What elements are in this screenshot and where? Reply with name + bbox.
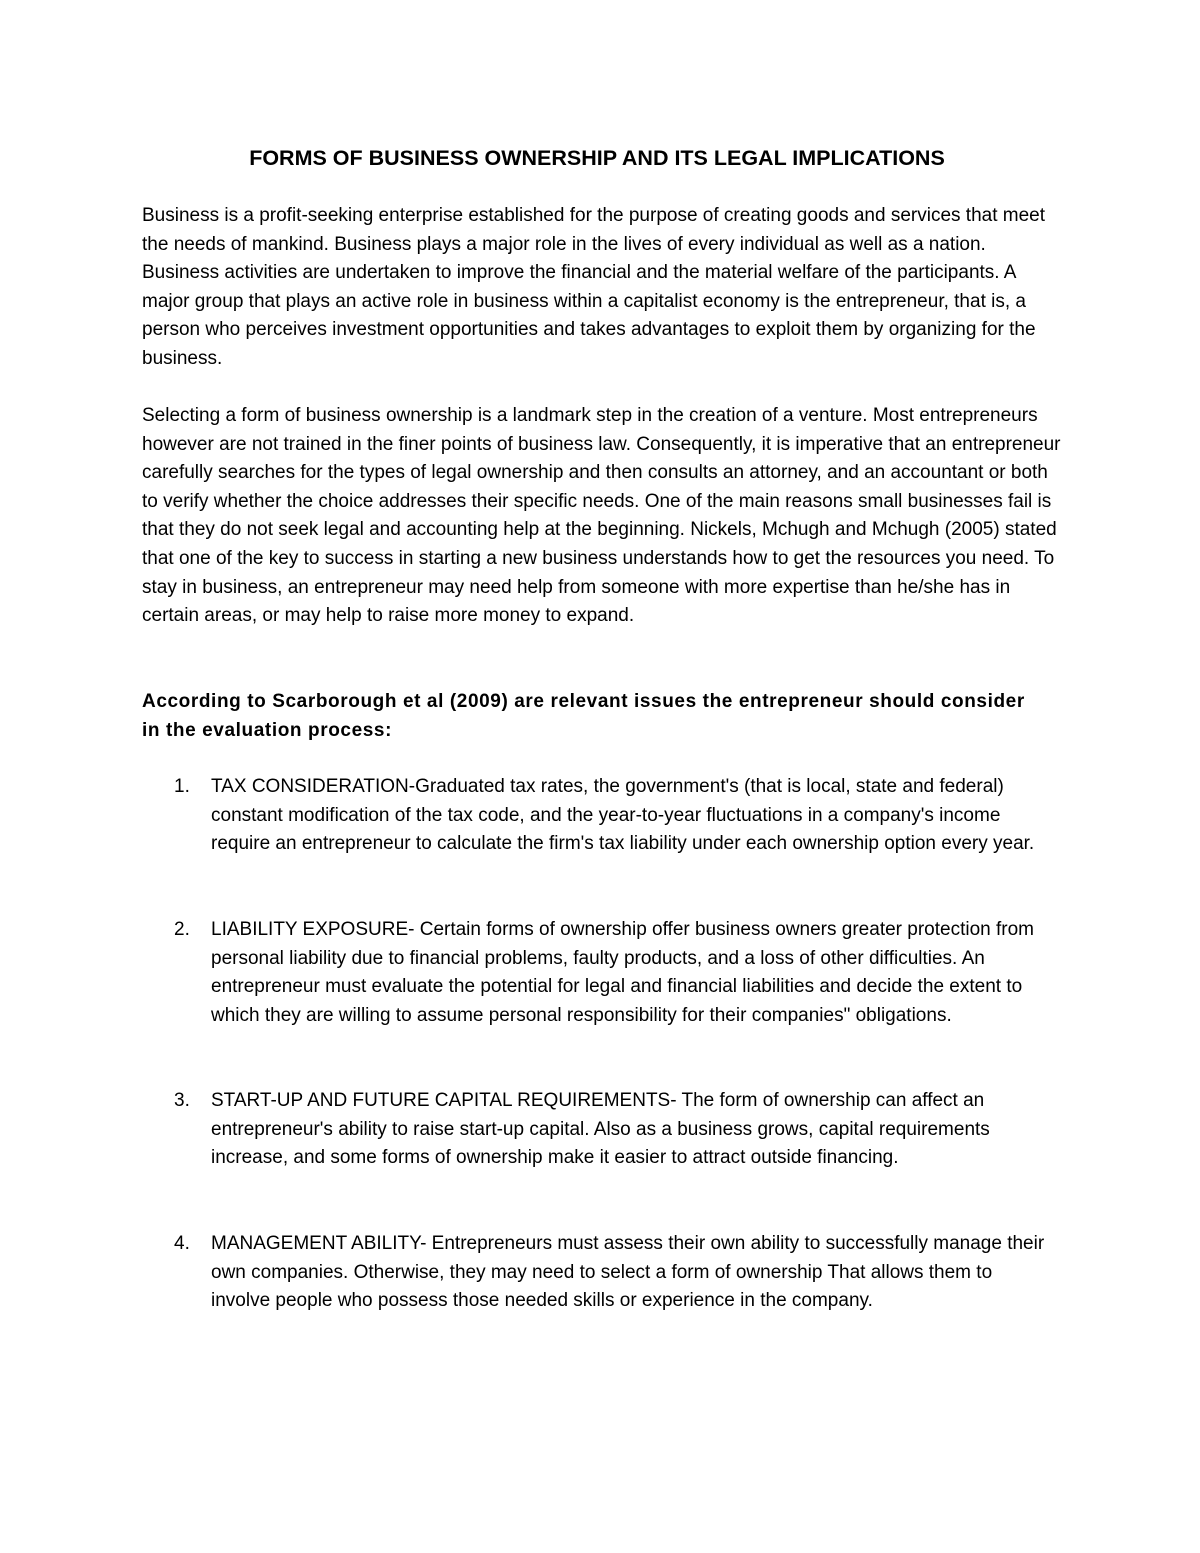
list-item-text: LIABILITY EXPOSURE- Certain forms of ownership offer business owners greater protection from personal liability due to financial problems, faulty products, and a loss of other difficulties. An entrepreneur must evaluate the potential for legal and financial liabilities and decide the extent to which they are willing to assume personal responsibility for their companies" obligations. [211,919,1034,1026]
list-item-number: 1. [174,776,190,797]
list-item-text: TAX CONSIDERATION-Graduated tax rates, the government's (that is local, state and federal) constant modification of the tax code, and the year-to-year fluctuations in a company's income require an entrepreneur to calculate the firm's tax liability under each ownership option every year. [211,776,1035,855]
intro-paragraph: Business is a profit-seeking enterprise established for the purpose of creating goods and services that meet the needs of mankind. Business plays a major role in the lives of every individual as well as a nation. Business activities are undertaken to improve the financial and the material welfare of the participants. A major group that plays an active role in business within a capitalist economy is the entrepreneur, that is, a person who perceives investment opportunities and takes advantages to exploit them by organizing for the business. [142,205,1046,369]
ownership-paragraph: Selecting a form of business ownership is a landmark step in the creation of a venture. Most entrepreneurs however are not trained in the finer points of business law. Consequently, it is imperative that an entrepreneur carefully searches for the types of legal ownership and then consults an attorney, and an accountant or both to verify whether the choice addresses their specific needs. One of the main reasons small businesses fail is that they do not seek legal and accounting help at the beginning. Nickels, Mchugh and Mchugh (2005) stated that one of the key to success in starting a new business understands how to get the resources you need. To stay in business, an entrepreneur may need help from someone with more expertise than he/she has in certain areas, or may help to raise more money to expand. [142,405,1061,627]
list-item-text: START-UP AND FUTURE CAPITAL REQUIREMENTS- The form of ownership can affect an entrepreneur's ability to raise start-up capital. Also as a business grows, capital requirements increase, and some forms of ownership make it easier to attract outside financing. [211,1090,990,1169]
section-heading: According to Scarborough et al (2009) are relevant issues the entrepreneur should consider in the evaluation process: [142,691,1025,741]
list-item-number: 4. [174,1233,190,1254]
document-title: FORMS OF BUSINESS OWNERSHIP AND ITS LEGAL IMPLICATIONS [249,146,945,170]
list-item-number: 2. [174,919,190,940]
list-item-number: 3. [174,1090,190,1111]
list-item-text: MANAGEMENT ABILITY- Entrepreneurs must assess their own ability to successfully manage their own companies. Otherwise, they may need to select a form of ownership That allows them to involve people who possess those needed skills or experience in the company. [211,1233,1045,1312]
